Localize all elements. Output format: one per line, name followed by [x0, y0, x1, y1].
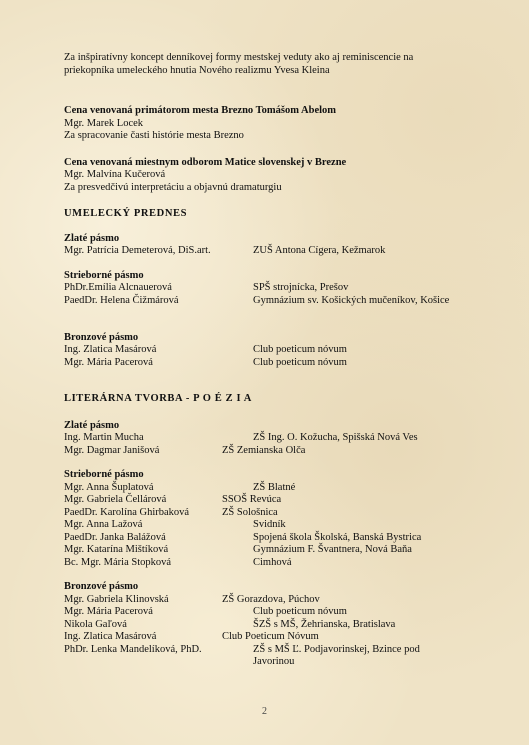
institution: ZŠ Sološnica [222, 506, 278, 518]
result-row [64, 432, 484, 445]
result-row [64, 532, 484, 545]
participant-name: Mgr. Patrícia Demeterová, DiS.art. [64, 245, 211, 256]
result-row [64, 557, 484, 570]
result-row [64, 644, 484, 669]
page-number: 2 [262, 706, 267, 717]
result-row [64, 544, 484, 557]
award-primator [64, 105, 484, 143]
band-label-gold: Zlaté pásmo [64, 419, 120, 431]
institution: Svidník [253, 519, 286, 530]
participant-name: Mgr. Dagmar Janišová [64, 444, 160, 456]
award-title: Cena venovaná miestnym odborom Matice slovenskej v Brezne [64, 156, 347, 168]
result-row [64, 445, 484, 458]
participant-name: Ing. Zlatica Masárová [64, 631, 157, 642]
result-row [64, 357, 484, 370]
result-row [64, 619, 484, 632]
band-label-silver: Strieborné pásmo [64, 269, 144, 281]
institution: SPŠ strojnícka, Prešov [253, 282, 349, 293]
participant-name: Mgr. Gabriela Čellárová [64, 494, 167, 505]
participant-name: Mgr. Katarína Mištíková [64, 544, 169, 555]
award-name: Mgr. Malvína Kučerová [64, 169, 166, 180]
intro-text: Za inšpiratívny koncept denníkovej formy mestskej veduty ako aj reminiscencie na priekopníka umeleckého hnutia Nového realizmu Yvesa Kleina [64, 52, 414, 76]
participant-name: PhDr.Emília Alcnauerová [64, 282, 172, 293]
institution: ZUŠ Antona Cígera, Kežmarok [253, 245, 386, 256]
award-matica [64, 157, 484, 195]
participant-name: PaedDr. Karolína Ghirbaková [64, 506, 190, 518]
result-row [64, 594, 484, 607]
participant-name: Ing. Martin Mucha [64, 432, 144, 443]
section-heading-umelecky-prednes: UMELECKÝ PREDNES [64, 208, 188, 219]
institution: SSOŠ Revúca [222, 494, 282, 505]
institution: Cimhová [253, 556, 292, 568]
institution: ZŠ Ing. O. Kožucha, Spišská Nová Ves [253, 432, 418, 443]
institution: ZŠ s MŠ Ľ. Podjavorinskej, Bzince pod Javorinou [253, 643, 420, 667]
result-row [64, 631, 484, 644]
award-reason: Za spracovanie časti histórie mesta Brezno [64, 130, 244, 141]
institution: Club poeticum nóvum [253, 356, 347, 368]
result-row [64, 245, 484, 258]
participant-name: Bc. Mgr. Mária Stopková [64, 556, 172, 568]
institution: Gymnázium F. Švantnera, Nová Baňa [253, 544, 412, 555]
section-heading-literarna-tvorba: LITERÁRNA TVORBA - P O É Z I A [64, 393, 252, 404]
band-label-bronze: Bronzové pásmo [64, 331, 139, 343]
result-row [64, 507, 484, 520]
participant-name: Mgr. Mária Pacerová [64, 606, 153, 617]
result-row [64, 482, 484, 495]
institution: Club Poeticum Nóvum [222, 631, 319, 642]
band-label-gold: Zlaté pásmo [64, 232, 120, 244]
participant-name: Ing. Zlatica Masárová [64, 344, 157, 355]
result-row [64, 606, 484, 619]
institution: ZŠ Blatné [253, 481, 296, 493]
result-row [64, 519, 484, 532]
participant-name: PaedDr. Janka Balážová [64, 531, 166, 543]
participant-name: PaedDr. Helena Čižmárová [64, 294, 179, 306]
document-page [64, 52, 484, 669]
award-name: Mgr. Marek Locek [64, 117, 144, 129]
institution: Club poeticum nóvum [253, 606, 347, 617]
institution: ZŠ Gorazdova, Púchov [222, 593, 320, 605]
participant-name: PhDr. Lenka Mandelíková, PhD. [64, 643, 202, 655]
participant-name: Mgr. Anna Šuplatová [64, 481, 154, 493]
result-row [64, 494, 484, 507]
participant-name: Nikola Gaľová [64, 618, 127, 630]
institution: ŠZŠ s MŠ, Žehrianska, Bratislava [253, 618, 396, 630]
result-row [64, 282, 484, 295]
participant-name: Mgr. Anna Lažová [64, 519, 143, 530]
result-row [64, 295, 484, 320]
institution: Spojená škola Školská, Banská Bystrica [253, 531, 422, 543]
institution: ZŠ Zemianska Olča [222, 444, 306, 456]
award-reason: Za presvedčivú interpretáciu a objavnú dramaturgiu [64, 181, 282, 193]
participant-name: Mgr. Mária Pacerová [64, 356, 153, 368]
participant-name: Mgr. Gabriela Klinovská [64, 593, 169, 605]
band-label-bronze: Bronzové pásmo [64, 581, 139, 592]
award-title: Cena venovaná primátorom mesta Brezno Tomášom Abelom [64, 105, 337, 116]
band-label-silver: Strieborné pásmo [64, 469, 144, 480]
institution: Gymnázium sv. Košických mučeníkov, Košice [253, 294, 450, 306]
institution: Club poeticum nóvum [253, 344, 347, 355]
result-row [64, 344, 484, 357]
